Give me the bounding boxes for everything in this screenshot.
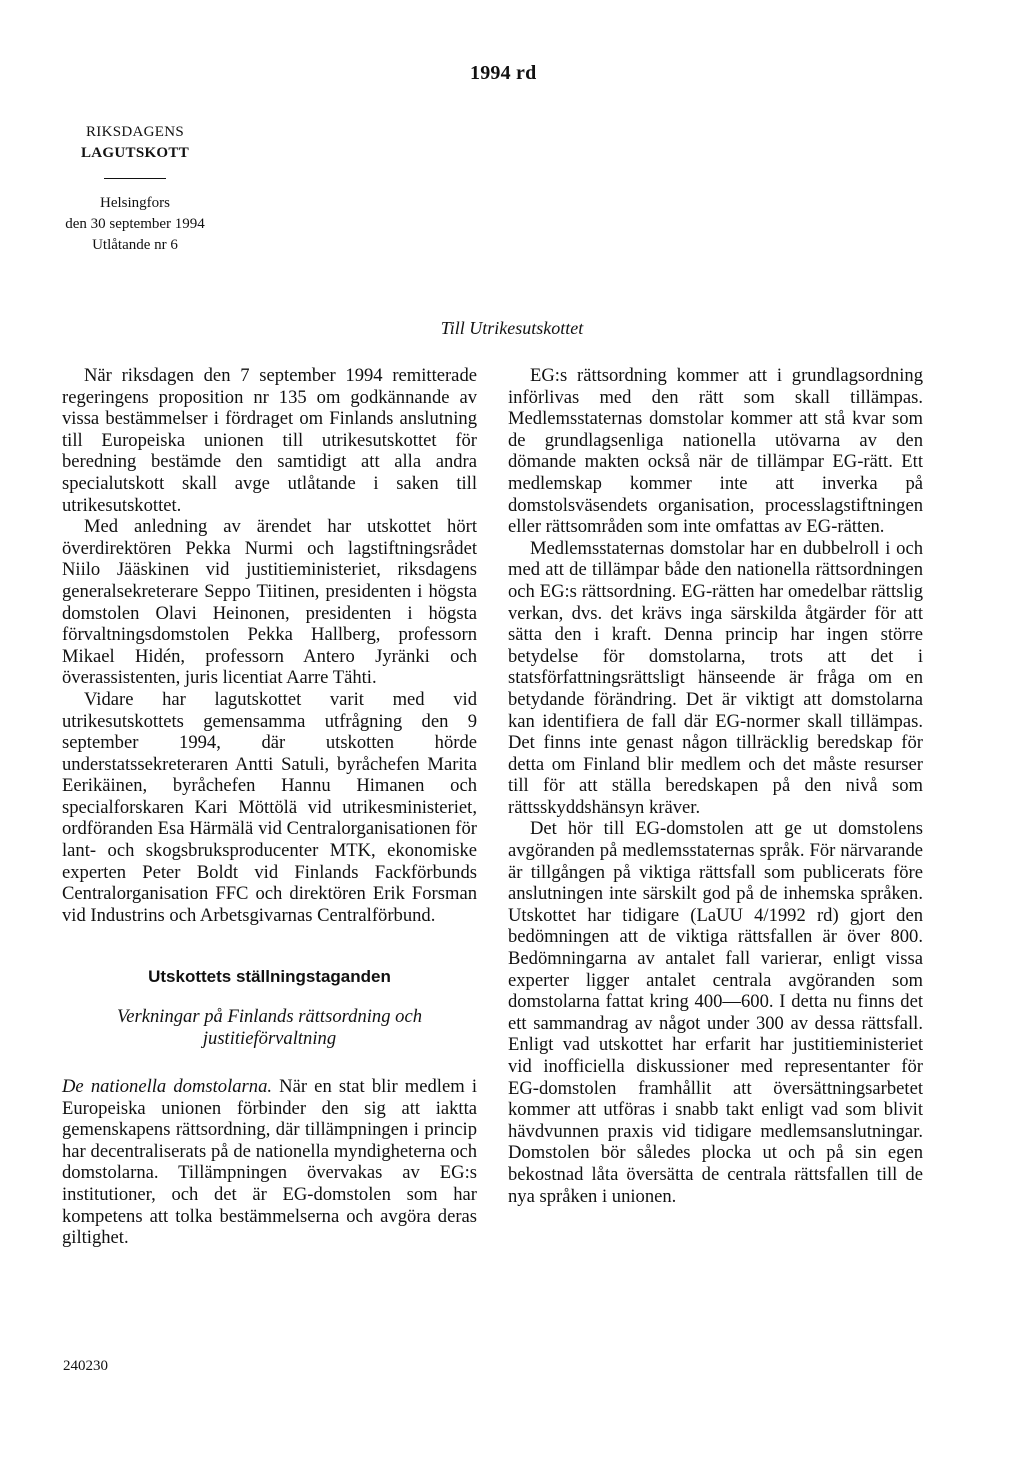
- addressee: Till Utrikesutskottet: [440, 318, 584, 338]
- place: Helsingfors: [100, 195, 170, 211]
- paragraph: Det hör till EG-domstolen att ge ut domstolens avgöranden på medlemsstaternas språk. För närvarande är tillgången på viktiga rättsfall som publicerats före anslutningen inte särskilt god på de inhemska språken. Utskottet har tidigare (LaUU 4/1992 rd) gjort den bedömningen att de viktiga rättsfallen är över 800. Bedömningarna av antalet fall varierar, enligt vissa experter ligger antalet centrala avgöranden som domstolarna fattat kring 400—600. I detta nu finns det ett sammandrag av något under 300 av dessa rättsfall. Enligt vad utskottet har erfarit har justitieministeriet vid inofficiella diskussioner med representanter för EG-domstolen framhållit att översättningsarbetet kommer att utföras i snabb takt enligt vad som blivit hävdvunnen praxis vid tidigare medlemsanslutningar. Domstolen bör således plocka ut och på sin egen bekostnad låta översätta de centrala rättsfallen till de nya språken i unionen.: [508, 818, 923, 1207]
- paragraph: EG:s rättsordning kommer att i grundlagsordning införlivas med den rätt som skall tillämpas. Medlemsstaternas domstolar kommer att stå kvar som de grundlagsenliga nationella utövarna av den dömande makten också när de tillämpar EG-rätt. Ett medlemskap kommer inte att inverka på domstolsväsendets organisation, processlagstiftningen eller rättsområden som inte omfattas av EG-rätten.: [508, 365, 923, 538]
- paragraph: Medlemsstaternas domstolar har en dubbelroll i och med att de tillämpar både den nationella rättsordningen och EG:s rättsordning. EG-rätten har omedelbar rättslig verkan, dvs. det krävs inga särskilda åtgärder för att sätta den i kraft. Denna princip har ingen större betydelse för domstolarna, trots att det i statsförfattningsrättsligt hänseende är fråga om en betydande förändring. Det är viktigt att domstolarna kan identifiera de fall där EG-normer skall tillämpas. Det finns inte genast någon tillräcklig beredskap för detta om Finland blir medlem och det måste resurser till för att ställa beredskapen på den nivå som rättsskyddshänsyn kräver.: [508, 537, 923, 818]
- committee-block: [30, 122, 240, 256]
- footer-code: 240230: [63, 1358, 108, 1374]
- document-year: 1994 rd: [470, 62, 537, 84]
- paragraph-leadin: De nationella domstolarna.: [62, 1076, 273, 1098]
- committee-line-1: RIKSDAGENS: [85, 124, 184, 140]
- left-column: [62, 365, 477, 1249]
- section-heading: Utskottets ställningstaganden: [148, 967, 391, 987]
- right-column: [508, 365, 923, 1207]
- paragraph-text: När en stat blir medlem i Europeiska unionen förbinder den sig att iaktta gemenskapens rättsordning, där tillämpningen i princip har decentraliserats på de nationella myndigheterna och domstolarna. Tillämpningen övervakas av EG:s institutioner, och det är EG-domstolen som har kompetens att tolka bestämmelserna och avgöra deras giltighet.: [62, 1076, 477, 1249]
- divider: [104, 178, 166, 179]
- committee-line-2: LAGUTSKOTT: [80, 145, 190, 161]
- subheading: Verkningar på Finlands rättsordning och justitieförvaltning: [116, 1006, 423, 1050]
- paragraph: När riksdagen den 7 september 1994 remitterade regeringens proposition nr 135 om godkännande av vissa bestämmelser i fördraget om Finlands anslutning till Europeiska unionen till utrikesutskottet för beredning bestämde den samtidigt att alla andra specialutskott skall avge utlåtande i saken till utrikesutskottet.: [62, 365, 477, 516]
- paragraph: Med anledning av ärendet har utskottet hört överdirektören Pekka Nurmi och lagstiftningsrådet Niilo Jääskinen vid justitieministeriet, riksdagens generalsekreterare Seppo Tiitinen, presidenten i högsta domstolen Olavi Heinonen, presidenten i högsta förvaltningsdomstolen Pekka Hallberg, professorn Mikael Hidén, professorn Antero Jyränki och överassistenten, juris licentiat Aarre Tähti.: [62, 516, 477, 689]
- paragraph: Vidare har lagutskottet varit med vid utrikesutskottets gemensamma utfrågning den 9 september 1994, där utskotten hörde understatssekreteraren Antti Satuli, byråchefen Marita Eerikäinen, byråchefen Hannu Himanen och specialforskaren Kari Möttölä vid utrikesministeriet, ordföranden Esa Härmälä vid Centralorganisationen för lant- och skogsbruksproducenter MTK, ekonomiske experten Peter Boldt vid Finlands Fackförbunds Centralorganisation FFC och direktören Erik Forsman vid Industrins och Arbetsgivarnas Centralförbund.: [62, 688, 477, 926]
- statement-number: Utlåtande nr 6: [92, 237, 178, 253]
- date: den 30 september 1994: [65, 216, 205, 232]
- paragraph: [62, 1076, 477, 1249]
